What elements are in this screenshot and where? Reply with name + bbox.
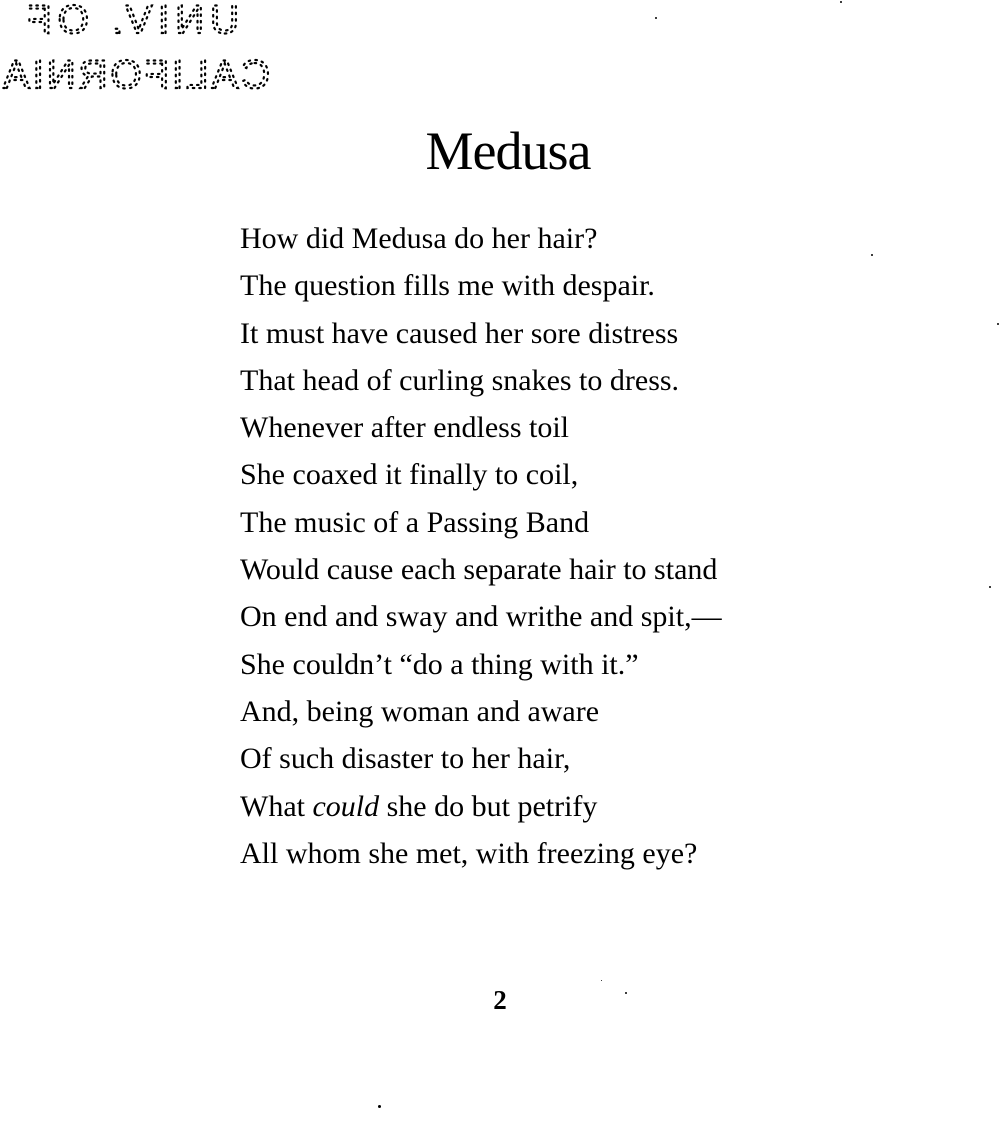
stamp-line-1: UNIV. OF (21, 0, 239, 42)
scan-speck (378, 1105, 381, 1108)
poem-line: Whenever after endless toil (240, 411, 570, 445)
scan-speck (840, 1, 842, 3)
stamp-line-2: CALIFORNIA (0, 53, 270, 95)
poem-line-start: What (240, 789, 313, 823)
poem-line: The music of a Passing Band (240, 505, 590, 539)
poem-line: It must have caused her sore distress (240, 316, 679, 350)
scan-speck (625, 992, 627, 994)
poem-line: And, being woman and aware (240, 694, 600, 728)
poem-line: That head of curling snakes to dress. (240, 363, 680, 397)
poem-line: Of such disaster to her hair, (240, 742, 571, 776)
poem-line: The question fills me with despair. (240, 269, 655, 303)
poem-line: She coaxed it finally to coil, (240, 458, 579, 492)
poem-line-end: she do but petrify (379, 789, 598, 823)
scan-speck (997, 323, 999, 325)
scan-speck (655, 17, 657, 19)
poem-line: She couldn’t “do a thing with it.” (240, 647, 639, 681)
scan-speck (989, 586, 991, 588)
page-number: 2 (493, 985, 507, 1015)
poem-line: How did Medusa do her hair? (240, 222, 598, 255)
poem-body (240, 212, 940, 877)
poem-line: Would cause each separate hair to stand (240, 553, 718, 587)
poem-emphasis: could (312, 789, 380, 823)
poem-line: All whom she met, with freezing eye? (240, 836, 698, 870)
scan-speck (871, 254, 873, 256)
poem-line (240, 783, 940, 830)
poem-line: On end and sway and writhe and spit,— (240, 600, 722, 634)
library-stamp (0, 0, 275, 95)
scan-speck (601, 980, 602, 981)
poem-title: Medusa (425, 121, 591, 181)
